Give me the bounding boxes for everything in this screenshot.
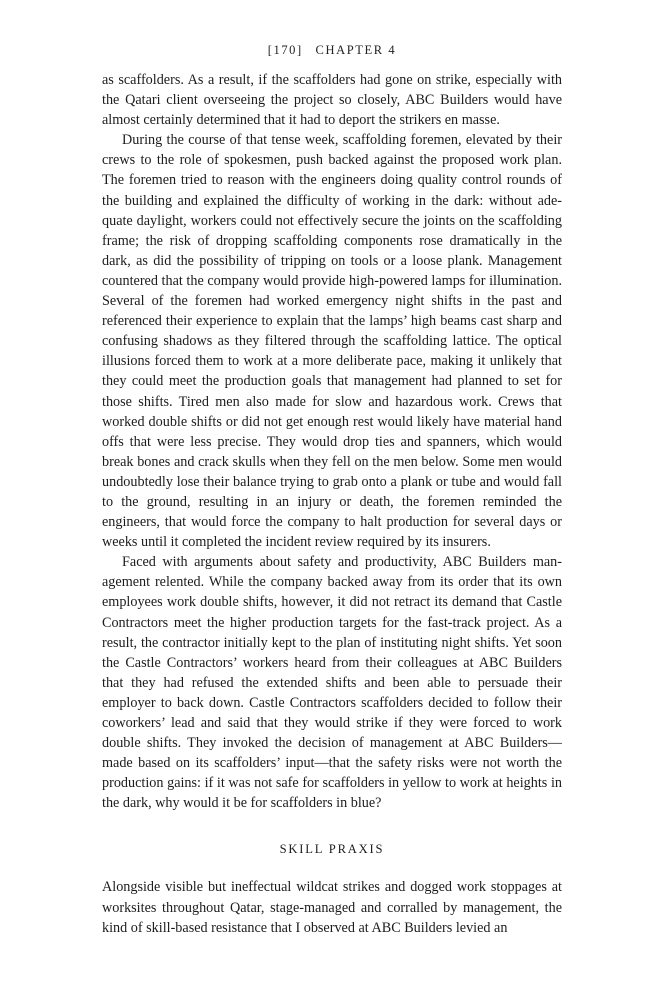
section-paragraph: Alongside visible but ineffectual wildcat strikes and dogged work stoppages at worksites throughout Qatar, stage-managed and corralled by management, the kind of skill-based resistance that I observed at ABC Builders levied an [102, 879, 562, 936]
section-heading: SKILL PRAXIS [279, 842, 385, 857]
page-number: [170] [267, 43, 303, 57]
paragraph-continuation: as scaffolders. As a result, if the scaffolders had gone on strike, especially with the Qatari client overseeing the project so closely, ABC Builders would have almost certainly determined that it had to deport the strikers en masse. [102, 72, 562, 129]
running-head [102, 40, 562, 60]
body-text [102, 70, 562, 938]
book-page [102, 40, 562, 938]
chapter-label: CHAPTER 4 [315, 43, 397, 57]
paragraph: Faced with arguments about safety and productivity, ABC Builders management relented. While the company backed away from its order that its own employees work double shifts, however, it did not retract its demand that Castle Contractors meet the higher production targets for the fast-track project. As a result, the contractor initially kept to the plan of instituting night shifts. Yet soon the Castle Contractors’ workers heard from their colleagues at ABC Builders that they had refused the extended shifts and been able to persuade their employer to back down. Castle Contractors scaffolders decided to follow their coworkers’ lead and said that they would strike if they were forced to work double shifts. They invoked the decision of management at ABC Builders—made based on its scaffolders’ input—that the safety risks were not worth the production gains: if it was not safe for scaffolders in yellow to work at heights in the dark, why would it be for scaffolders in blue? [102, 554, 562, 812]
paragraph: During the course of that tense week, scaffolding foremen, elevated by their crews to the role of spokesmen, push backed against the proposed work plan. The foremen tried to reason with the engineers doing quality control rounds of the building and explained the difficulty of working in the dark: without adequate daylight, workers could not effectively secure the joints on the scaffolding frame; the risk of dropping scaffolding components rose dramatically in the dark, as did the possibility of tripping on tools or a loose plank. Management countered that the company would provide high-powered lamps for illumination. Several of the foremen had worked emergency night shifts in the past and referenced their experience to explain that the lamps’ high beams cast sharp and confusing shadows as they filtered through the scaffolding lattice. The optical illusions forced them to work at a more deliberate pace, making it unlikely that they could meet the production goals that management had planned to set for those shifts. Tired men also made for slow and hazardous work. Crews that worked double shifts or did not get enough rest would likely have material hand offs that were less precise. They would drop ties and spanners, which would break bones and crack skulls when they fell on the men below. Some men would undoubtedly lose their balance trying to grab onto a plank or tube and would fall to the ground, resulting in an injury or death, the foremen reminded the engineers, that would force the company to halt production for several days or weeks until it completed the incident review required by its insurers. [102, 132, 562, 551]
